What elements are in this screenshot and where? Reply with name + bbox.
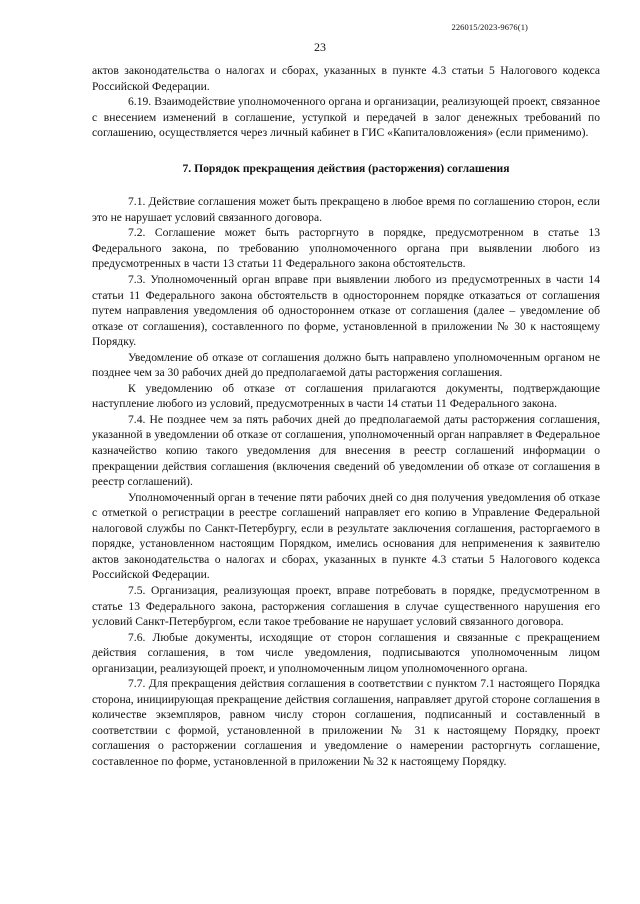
paragraph-continuation: актов законодательства о налогах и сборах, указанных в пункте 4.3 статьи 5 Налогового кодекса Российской Федерации. <box>92 64 600 93</box>
page-number: 23 <box>314 40 326 54</box>
document-body <box>92 63 600 770</box>
document-id: 226015/2023-9676(1) <box>451 22 528 32</box>
paragraph-6-19: 6.19. Взаимодействие уполномоченного органа и организации, реализующей проект, связанное с внесением изменений в соглашение, уступкой и передачей в залог денежных требований по соглашению, осуществляется через личный кабинет в ГИС «Капиталовложения» (если применимо). <box>92 95 600 140</box>
paragraph-7-3: 7.3. Уполномоченный орган вправе при выявлении любого из предусмотренных в части 14 статьи 11 Федерального закона обстоятельств в одностороннем порядке отказаться от соглашения путем направления уведомления об одностороннем отказе от соглашения (далее – уведомление об отказе от соглашения), составленного по форме, установленной в приложении № 30 к настоящему Порядку. <box>92 273 600 349</box>
paragraph-7-2: 7.2. Соглашение может быть расторгнуто в порядке, предусмотренном в статье 13 Федерального закона, по требованию уполномоченного органа при выявлении любого из предусмотренных в части 13 статьи 11 Федерального закона обстоятельств. <box>92 226 600 271</box>
paragraph-7-4-tax: Уполномоченный орган в течение пяти рабочих дней со дня получения уведомления об отказе с отметкой о регистрации в реестре соглашений направляет его копию в Управление Федеральной налоговой службы по Санкт-Петербургу, если в результате заключения соглашения, расторгаемого в порядке, установленном настоящим Порядком, имелись основания для неприменения к заявителю актов законодательства о налогах и сборах, указанных в пункте 4.3 статьи 5 Налогового кодекса Российской Федерации. <box>92 490 600 582</box>
section-heading: 7. Порядок прекращения действия (расторжения) соглашения <box>182 161 510 175</box>
paragraph-7-3-notice: Уведомление об отказе от соглашения должно быть направлено уполномоченным органом не позднее чем за 30 рабочих дней до предполагаемой даты расторжения соглашения. <box>92 350 600 380</box>
paragraph-7-1: 7.1. Действие соглашения может быть прекращено в любое время по соглашению сторон, если это не нарушает условий связанного договора. <box>92 195 600 224</box>
paragraph-7-3-documents: К уведомлению об отказе от соглашения прилагаются документы, подтверждающие наступление любого из условий, предусмотренных в части 14 статьи 11 Федерального закона. <box>92 381 600 411</box>
paragraph-7-6: 7.6. Любые документы, исходящие от сторон соглашения и связанные с прекращением действия соглашения, в том числе уведомления, подписываются уполномоченным лицом организации, реализующей проект, и уполномоченным лицом уполномоченного органа. <box>92 630 600 675</box>
paragraph-7-4: 7.4. Не позднее чем за пять рабочих дней до предполагаемой даты расторжения соглашения, указанной в уведомлении об отказе от соглашения, уполномоченный орган направляет в Федеральное казначейство копию такого уведомления для внесения в реестр соглашений информации о прекращении действия соглашения (включения сведений об уведомлении об отказе от соглашения в реестр соглашений). <box>92 412 600 489</box>
paragraph-7-5: 7.5. Организация, реализующая проект, вправе потребовать в порядке, предусмотренном в статье 13 Федерального закона, расторжения соглашения в случае существенного нарушения его условий Санкт-Петербургом, если такое требование не нарушает условий связанного договора. <box>92 583 600 629</box>
paragraph-7-7: 7.7. Для прекращения действия соглашения в соответствии с пунктом 7.1 настоящего Порядка сторона, инициирующая прекращение действия соглашения, направляет другой стороне соглашения в количестве экземпляров, равном числу сторон соглашения, подписанный и составленный в соответствии с формой, установленной в приложении № 31 к настоящему Порядку, проект соглашения о расторжении соглашения и уведомление о намерении расторгнуть соглашение, составленное по форме, установленной в приложении № 32 к настоящему Порядку. <box>92 677 600 768</box>
